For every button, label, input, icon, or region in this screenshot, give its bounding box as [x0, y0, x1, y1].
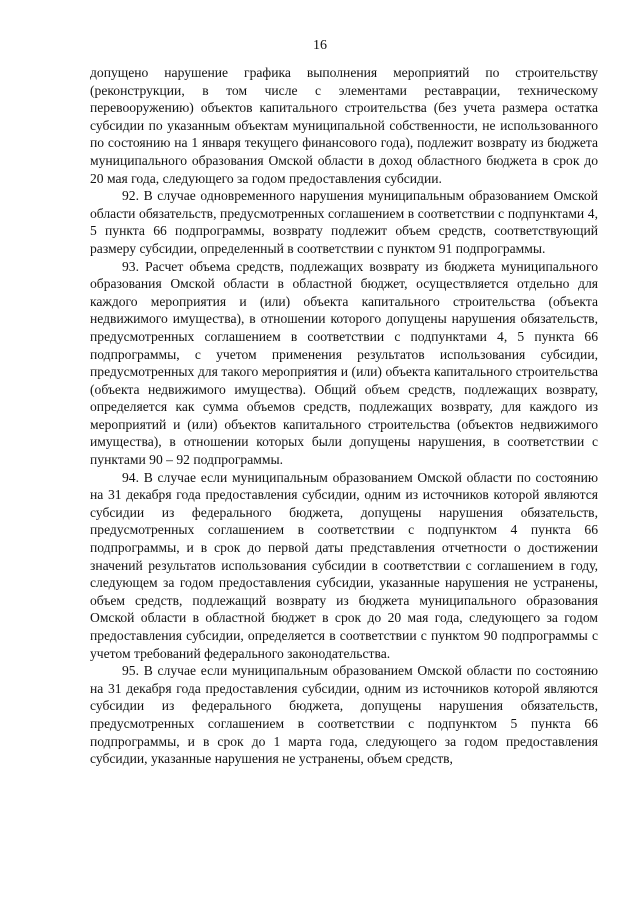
document-body: [90, 64, 598, 768]
page-number: 16: [313, 38, 327, 53]
paragraph-95: 95. В случае если муниципальным образованием Омской области по состоянию на 31 декабря года предоставления субсидии, одним из источников которой являются субсидии из федерального бюджета, допущены нарушения обязательств, предусмотренных соглашением в соответствии с подпунктом 5 пункта 66 подпрограммы, и в срок до 1 марта года, следующего за годом предоставления субсидии, указанные нарушения не устранены, объем средств,: [90, 663, 598, 767]
paragraph-94: 94. В случае если муниципальным образованием Омской области по состоянию на 31 декабря года предоставления субсидии, одним из источников которой являются субсидии из федерального бюджета, допущены нарушения обязательств, предусмотренных соглашением в соответствии с подпунктом 4 пункта 66 подпрограммы, и в срок до первой даты представления отчетности о достижении значений результатов использования субсидии в соответствии с соглашением в году, следующем за годом предоставления субсидии, указанные нарушения не устранены, объем средств, подлежащий возврату из бюджета муниципального образования Омской области в областной бюджет в срок до 20 мая года, следующего за годом предоставления субсидии, определяется в соответствии с пунктом 90 подпрограммы с учетом требований федерального законодательства.: [90, 469, 598, 661]
paragraph-92: 92. В случае одновременного нарушения муниципальным образованием Омской области обязательств, предусмотренных соглашением в соответствии с подпунктами 4, 5 пункта 66 подпрограммы, возврату подлежит объем средств, соответствующий размеру субсидии, определенный в соответствии с пунктом 91 подпрограммы.: [90, 188, 598, 256]
paragraph-continued: допущено нарушение графика выполнения мероприятий по строительству (реконструкции, в том числе с элементами реставрации, техническому перевооружению) объектов капитального строительства (без учета размера остатка субсидии по указанным объектам муниципальной собственности, не использованного по состоянию на 1 января текущего финансового года), подлежит возврату из бюджета муниципального образования Омской области в доход областного бюджета в срок до 20 мая года, следующего за годом предоставления субсидии.: [90, 65, 598, 186]
paragraph-93: 93. Расчет объема средств, подлежащих возврату из бюджета муниципального образования Омской области в областной бюджет, осуществляется отдельно для каждого мероприятия и (или) объекта капитального строительства (объекта недвижимого имущества), в отношении которого допущены нарушения обязательств, предусмотренных соглашением в соответствии с подпунктами 4, 5 пункта 66 подпрограммы, с учетом применения результатов использования субсидии, предусмотренных для такого мероприятия и (или) объекта капитального строительства (объекта недвижимого имущества). Общий объем средств, подлежащих возврату, определяется как сумма объемов средств, подлежащих возврату, для каждого из мероприятий и (или) объектов капитального строительства (объектов недвижимого имущества), в отношении которых были допущены нарушения, в соответствии с пунктами 90 – 92 подпрограммы.: [90, 258, 598, 468]
